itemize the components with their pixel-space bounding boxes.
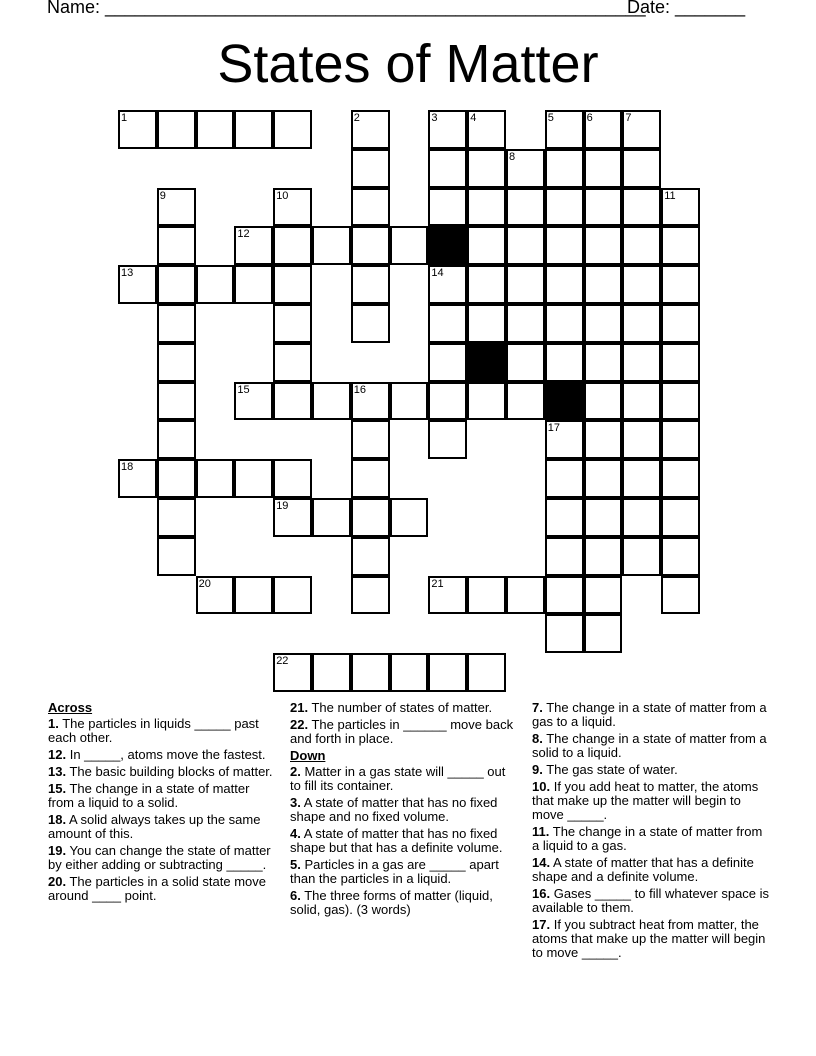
grid-cell[interactable] <box>351 498 390 537</box>
grid-cell[interactable] <box>312 653 351 692</box>
grid-cell[interactable] <box>428 653 467 692</box>
grid-cell[interactable] <box>622 498 661 537</box>
grid-cell[interactable] <box>584 420 623 459</box>
grid-cell[interactable] <box>390 382 429 421</box>
grid-cell-12[interactable] <box>234 226 273 265</box>
grid-cell-14[interactable] <box>428 265 467 304</box>
grid-cell[interactable] <box>157 265 196 304</box>
grid-cell[interactable] <box>157 343 196 382</box>
grid-cell[interactable] <box>312 382 351 421</box>
grid-cell[interactable] <box>467 382 506 421</box>
grid-cell-4[interactable] <box>467 110 506 149</box>
grid-cell[interactable] <box>234 110 273 149</box>
grid-cell-16[interactable] <box>351 382 390 421</box>
grid-cell[interactable] <box>661 459 700 498</box>
grid-cell[interactable] <box>157 498 196 537</box>
grid-cell[interactable] <box>545 226 584 265</box>
grid-cell[interactable] <box>584 265 623 304</box>
grid-cell[interactable] <box>351 265 390 304</box>
page-title: States of Matter <box>217 34 599 94</box>
grid-cell[interactable] <box>428 382 467 421</box>
grid-cell[interactable] <box>584 537 623 576</box>
grid-cell[interactable] <box>467 265 506 304</box>
clue-number: 17 <box>547 422 561 435</box>
grid-cell[interactable] <box>428 149 467 188</box>
clue-number: 5 <box>547 112 554 124</box>
grid-cell[interactable] <box>622 265 661 304</box>
grid-cell[interactable] <box>351 304 390 343</box>
clue-down-9: 9. The gas state of water. <box>532 762 678 777</box>
grid-cell[interactable] <box>545 304 584 343</box>
down-heading: Down <box>290 748 326 763</box>
clue-down-14: 14. A state of matter that has a definite shape and a definite volume. <box>532 855 754 884</box>
clue-number: 14 <box>431 267 444 280</box>
grid-cell[interactable] <box>196 110 235 149</box>
grid-cell-13[interactable] <box>118 265 157 304</box>
clues-column-2 <box>290 701 515 920</box>
grid-cell[interactable] <box>157 110 196 149</box>
grid-cell[interactable] <box>351 537 390 576</box>
grid-cell[interactable] <box>584 149 623 188</box>
clue-number: 10 <box>276 189 289 202</box>
grid-cell[interactable] <box>467 188 506 227</box>
grid-cell[interactable] <box>506 343 545 382</box>
grid-cell[interactable] <box>661 498 700 537</box>
clue-number: 1 <box>121 112 128 124</box>
grid-cell[interactable] <box>584 304 623 343</box>
grid-cell[interactable] <box>661 343 700 382</box>
clue-number: 4 <box>470 112 477 124</box>
clue-down-5: 5. Particles in a gas are _____ apart than the particles in a liquid. <box>290 857 499 886</box>
clue-number: 11 <box>664 189 676 202</box>
clue-number: 18 <box>121 461 134 474</box>
grid-cell[interactable] <box>545 343 584 382</box>
grid-cell-3[interactable] <box>428 110 467 149</box>
grid-cell[interactable] <box>622 537 661 576</box>
grid-cell[interactable] <box>584 459 623 498</box>
grid-cell-1[interactable] <box>118 110 157 149</box>
grid-cell[interactable] <box>428 420 467 459</box>
clue-down-2: 2. Matter in a gas state will _____ out to fill its container. <box>290 764 506 793</box>
grid-cell[interactable] <box>273 382 312 421</box>
grid-cell[interactable] <box>196 459 235 498</box>
grid-cell-21[interactable] <box>428 576 467 615</box>
clue-number: 7 <box>625 112 632 124</box>
grid-cell[interactable] <box>273 226 312 265</box>
grid-cell[interactable] <box>545 265 584 304</box>
grid-cell[interactable] <box>661 537 700 576</box>
grid-cell[interactable] <box>545 188 584 227</box>
clue-across-13: 13. The basic building blocks of matter. <box>48 764 273 779</box>
grid-cell[interactable] <box>661 226 700 265</box>
clue-across-12: 12. In _____, atoms move the fastest. <box>48 747 266 762</box>
grid-cell[interactable] <box>390 226 429 265</box>
grid-cell[interactable] <box>584 188 623 227</box>
clue-down-7: 7. The change in a state of matter from a gas to a liquid. <box>532 700 767 729</box>
grid-cell[interactable] <box>390 653 429 692</box>
clue-down-11: 11. The change in a state of matter from a liquid to a gas. <box>532 824 763 853</box>
clue-down-4: 4. A state of matter that has no fixed shape but that has a definite volume. <box>290 826 503 855</box>
clue-across-15: 15. The change in a state of matter from a liquid to a solid. <box>48 781 250 810</box>
grid-cell[interactable] <box>506 576 545 615</box>
grid-cell-6[interactable] <box>584 110 623 149</box>
name-field[interactable]: Name: ______________________________________________________ <box>47 0 646 17</box>
grid-cell[interactable] <box>157 537 196 576</box>
clue-number: 21 <box>431 577 444 590</box>
grid-cell[interactable] <box>157 304 196 343</box>
grid-cell[interactable] <box>622 304 661 343</box>
clues-column-3 <box>532 701 772 963</box>
grid-cell[interactable] <box>545 498 584 537</box>
grid-cell-10[interactable] <box>273 188 312 227</box>
grid-cell-5[interactable] <box>545 110 584 149</box>
grid-cell[interactable] <box>622 343 661 382</box>
grid-cell[interactable] <box>196 265 235 304</box>
clue-number: 2 <box>353 112 360 124</box>
grid-cell[interactable] <box>467 304 506 343</box>
clue-number: 9 <box>159 189 166 202</box>
grid-cell[interactable] <box>157 459 196 498</box>
grid-cell[interactable] <box>622 188 661 227</box>
grid-cell[interactable] <box>234 576 273 615</box>
clue-across-1: 1. The particles in liquids _____ past each other. <box>48 716 259 745</box>
grid-cell[interactable] <box>584 498 623 537</box>
grid-cell[interactable] <box>545 537 584 576</box>
grid-cell[interactable] <box>157 420 196 459</box>
grid-cell[interactable] <box>584 614 623 653</box>
grid-cell-9[interactable] <box>157 188 196 227</box>
grid-cell-19[interactable] <box>273 498 312 537</box>
grid-cell-2[interactable] <box>351 110 390 149</box>
grid-block <box>545 382 584 421</box>
grid-cell[interactable] <box>351 149 390 188</box>
clue-number: 3 <box>431 112 438 124</box>
grid-cell-7[interactable] <box>622 110 661 149</box>
grid-cell[interactable] <box>467 226 506 265</box>
clue-across-19: 19. You can change the state of matter by either adding or subtracting _____. <box>48 843 271 872</box>
clue-down-8: 8. The change in a state of matter from a solid to a liquid. <box>532 731 767 760</box>
grid-cell[interactable] <box>428 188 467 227</box>
grid-block <box>467 343 506 382</box>
grid-cell[interactable] <box>506 226 545 265</box>
grid-cell[interactable] <box>622 382 661 421</box>
grid-cell-8[interactable] <box>506 149 545 188</box>
grid-cell[interactable] <box>157 382 196 421</box>
grid-cell[interactable] <box>584 576 623 615</box>
grid-cell[interactable] <box>428 343 467 382</box>
grid-cell[interactable] <box>622 420 661 459</box>
grid-cell[interactable] <box>351 188 390 227</box>
grid-cell[interactable] <box>584 382 623 421</box>
grid-cell-15[interactable] <box>234 382 273 421</box>
clue-number: 13 <box>121 267 134 280</box>
grid-cell[interactable] <box>273 459 312 498</box>
grid-cell[interactable] <box>661 265 700 304</box>
clue-number: 12 <box>237 228 250 241</box>
grid-cell[interactable] <box>273 576 312 615</box>
clue-down-16: 16. Gases _____ to fill whatever space is available to them. <box>532 886 770 915</box>
grid-cell[interactable] <box>273 343 312 382</box>
clue-down-6: 6. The three forms of matter (liquid, solid, gas). (3 words) <box>290 888 493 917</box>
clue-across-20: 20. The particles in a solid state move around ____ point. <box>48 874 267 903</box>
grid-cell[interactable] <box>351 576 390 615</box>
grid-cell[interactable] <box>545 576 584 615</box>
clue-number: 6 <box>586 112 593 124</box>
grid-cell-18[interactable] <box>118 459 157 498</box>
clue-across-21: 21. The number of states of matter. <box>290 700 493 715</box>
clue-number: 20 <box>198 577 211 590</box>
grid-cell[interactable] <box>506 304 545 343</box>
across-heading: Across <box>48 700 93 715</box>
grid-cell[interactable] <box>157 226 196 265</box>
grid-cell-22[interactable] <box>273 653 312 692</box>
grid-cell[interactable] <box>312 498 351 537</box>
grid-cell[interactable] <box>273 110 312 149</box>
across-clues-part-1 <box>48 717 276 903</box>
grid-cell[interactable] <box>390 498 429 537</box>
grid-cell[interactable] <box>545 149 584 188</box>
grid-cell[interactable] <box>622 459 661 498</box>
grid-cell[interactable] <box>273 304 312 343</box>
grid-cell[interactable] <box>312 226 351 265</box>
grid-cell-17[interactable] <box>545 420 584 459</box>
clues-column-1 <box>48 701 276 906</box>
grid-cell[interactable] <box>234 459 273 498</box>
clue-down-17: 17. If you subtract heat from matter, the atoms that make up the matter will begin to move _____. <box>532 917 766 960</box>
grid-cell[interactable] <box>506 188 545 227</box>
grid-cell[interactable] <box>661 304 700 343</box>
grid-cell[interactable] <box>622 226 661 265</box>
grid-cell[interactable] <box>545 459 584 498</box>
grid-cell[interactable] <box>351 226 390 265</box>
grid-cell[interactable] <box>467 149 506 188</box>
clue-across-18: 18. A solid always takes up the same amount of this. <box>48 812 261 841</box>
grid-cell-11[interactable] <box>661 188 700 227</box>
grid-cell-20[interactable] <box>196 576 235 615</box>
clue-across-22: 22. The particles in ______ move back and forth in place. <box>290 717 514 746</box>
grid-cell[interactable] <box>584 343 623 382</box>
grid-cell[interactable] <box>622 149 661 188</box>
grid-cell[interactable] <box>467 653 506 692</box>
grid-cell[interactable] <box>661 576 700 615</box>
grid-cell[interactable] <box>584 226 623 265</box>
grid-cell[interactable] <box>351 420 390 459</box>
clue-number: 16 <box>353 383 367 396</box>
clue-number: 19 <box>276 500 289 512</box>
clue-down-3: 3. A state of matter that has no fixed shape and no fixed volume. <box>290 795 498 824</box>
grid-cell[interactable] <box>273 265 312 304</box>
clue-number: 8 <box>509 150 516 163</box>
grid-cell[interactable] <box>234 265 273 304</box>
grid-cell[interactable] <box>351 459 390 498</box>
clue-number: 22 <box>276 655 289 668</box>
grid-cell[interactable] <box>351 653 390 692</box>
grid-cell[interactable] <box>661 420 700 459</box>
grid-cell[interactable] <box>506 382 545 421</box>
clue-number: 15 <box>237 383 250 396</box>
grid-cell[interactable] <box>467 576 506 615</box>
grid-cell[interactable] <box>661 382 700 421</box>
grid-cell[interactable] <box>506 265 545 304</box>
grid-block <box>428 226 467 265</box>
clue-down-10: 10. If you add heat to matter, the atoms that make up the matter will begin to move _____. <box>532 779 759 822</box>
grid-cell[interactable] <box>428 304 467 343</box>
grid-cell[interactable] <box>545 614 584 653</box>
date-field[interactable]: Date: _______ <box>627 0 746 17</box>
